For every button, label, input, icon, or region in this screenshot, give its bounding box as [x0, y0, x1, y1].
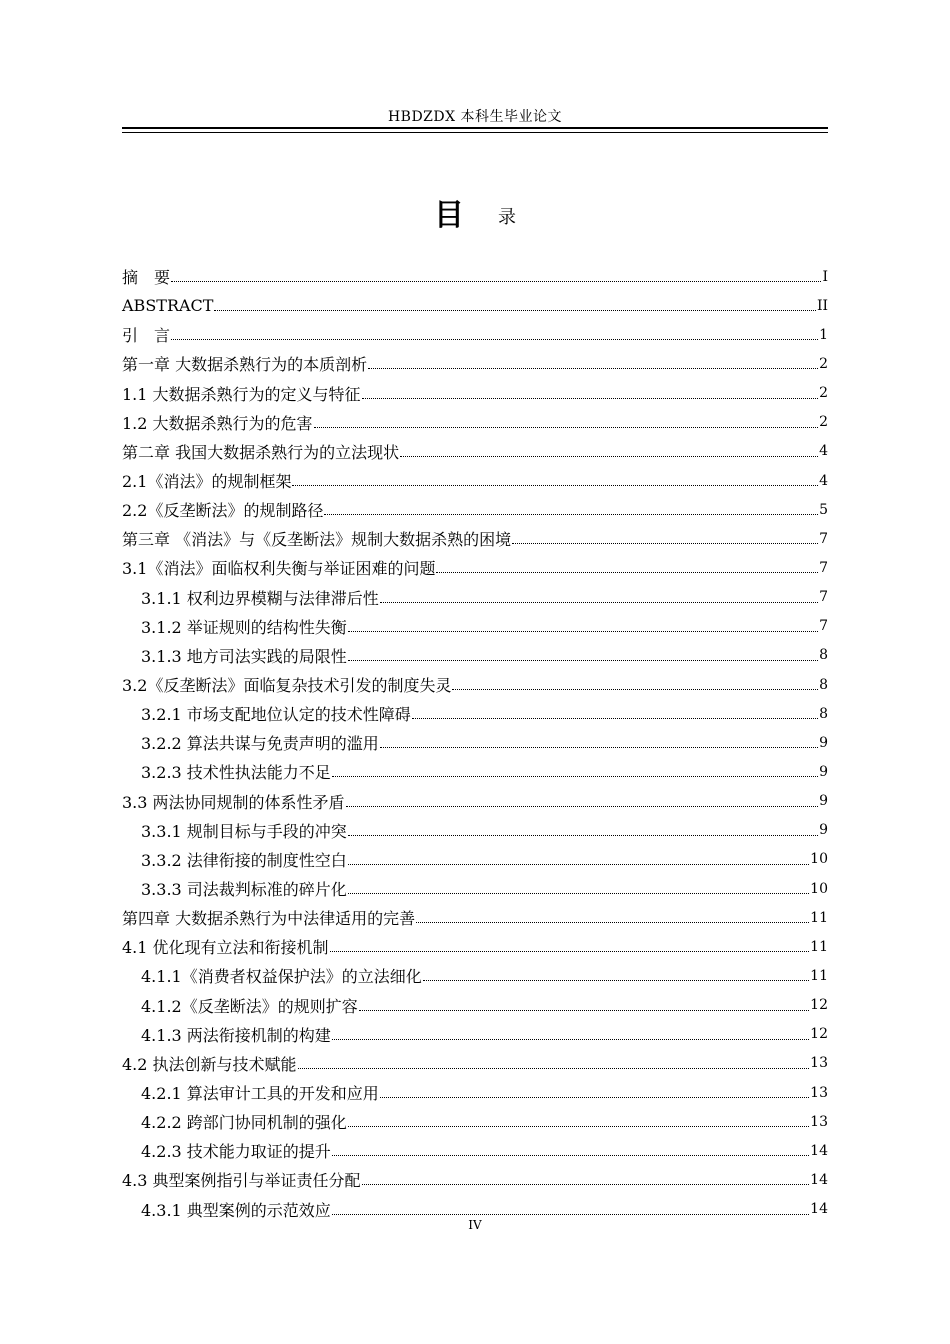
toc-entry-page: 4 [819, 472, 828, 489]
toc-entry-title: 第一章 大数据杀熟行为的本质剖析 [122, 355, 368, 375]
toc-entry-page: II [816, 297, 828, 314]
toc-entry-title: 3.2.3 技术性执法能力不足 [141, 763, 331, 783]
toc-dot-leader [171, 267, 821, 282]
toc-entry[interactable] [122, 408, 828, 437]
toc-entry[interactable] [122, 524, 828, 553]
toc-entry-page: 12 [810, 1026, 828, 1043]
toc-entry[interactable] [122, 349, 828, 378]
toc-entry[interactable] [122, 1078, 828, 1107]
toc-entry-title: 2.1《消法》的规制框架 [122, 472, 292, 492]
toc-entry-page: 2 [819, 414, 828, 431]
toc-dot-leader [332, 1141, 809, 1156]
toc-entry-page: 13 [810, 1055, 828, 1072]
toc-entry[interactable] [122, 699, 828, 728]
toc-entry[interactable] [122, 466, 828, 495]
toc-entry-page: 2 [819, 355, 828, 372]
toc-entry[interactable] [122, 961, 828, 990]
toc-dot-leader [314, 413, 819, 428]
toc-dot-leader [362, 1170, 810, 1185]
toc-entry-page: 5 [819, 501, 828, 518]
toc-entry-title: 2.2《反垄断法》的规制路径 [122, 501, 324, 521]
toc-title [0, 190, 950, 234]
toc-dot-leader [452, 675, 818, 690]
toc-dot-leader [298, 1054, 810, 1069]
toc-dot-leader [436, 558, 818, 573]
toc-entry-title: 第三章 《消法》与《反垄断法》规制大数据杀熟的困境 [122, 530, 512, 550]
toc-entry[interactable] [122, 262, 828, 291]
toc-entry[interactable] [122, 757, 828, 786]
toc-entry-page: 11 [810, 967, 828, 984]
toc-entry-page: 9 [819, 734, 828, 751]
toc-entry[interactable] [122, 612, 828, 641]
toc-entry[interactable] [122, 816, 828, 845]
toc-entry-title: 4.1 优化现有立法和衔接机制 [122, 938, 329, 958]
toc-dot-leader [348, 879, 809, 894]
toc-dot-leader [362, 384, 819, 399]
toc-entry[interactable] [122, 1020, 828, 1049]
toc-entry[interactable] [122, 583, 828, 612]
toc-entry-title: 4.2.1 算法审计工具的开发和应用 [141, 1084, 379, 1103]
toc-entry-title: 1.2 大数据杀熟行为的危害 [122, 413, 313, 433]
toc-entry-page: 7 [819, 589, 828, 606]
toc-entry-title: 1.1 大数据杀熟行为的定义与特征 [122, 384, 361, 404]
toc-entry-page: 9 [819, 763, 828, 780]
toc-dot-leader [380, 733, 818, 748]
toc-entry[interactable] [122, 1049, 828, 1078]
toc-entry[interactable] [122, 1165, 828, 1194]
toc-dot-leader [400, 442, 818, 457]
toc-dot-leader [332, 1025, 809, 1040]
toc-entry[interactable] [122, 670, 828, 699]
toc-dot-leader [292, 471, 818, 486]
toc-entry-page: 8 [819, 705, 828, 722]
toc-entry-page: 8 [819, 676, 828, 693]
toc-entry[interactable] [122, 553, 828, 582]
toc-entry[interactable] [122, 991, 828, 1020]
toc-entry-title: 3.2.2 算法共谋与免责声明的滥用 [141, 734, 379, 754]
toc-entry-title: 3.3.3 司法裁判标准的碎片化 [141, 880, 347, 900]
toc-title-main: 目 [434, 198, 464, 233]
toc-entry-title: 4.2.3 技术能力取证的提升 [141, 1142, 331, 1162]
toc-dot-leader [348, 646, 818, 661]
toc-entry[interactable] [122, 787, 828, 816]
toc-entry-title: 3.1.1 权利边界模糊与法律滞后性 [141, 588, 379, 608]
toc-entry-title: 4.3.1 典型案例的示范效应 [141, 1200, 331, 1220]
toc-entry-page: 9 [819, 793, 828, 810]
toc-entry[interactable] [122, 291, 828, 320]
toc-dot-leader [380, 588, 818, 603]
toc-entry-title: ABSTRACT [122, 296, 214, 316]
toc-entry[interactable] [122, 437, 828, 466]
toc-entry-title: 4.3 典型案例指引与举证责任分配 [122, 1171, 361, 1191]
toc-entry-page: 10 [810, 851, 828, 868]
header-rule-thin [122, 132, 828, 133]
toc-entry-page: 13 [810, 1084, 828, 1101]
header-rule-thick [122, 127, 828, 129]
toc-entry-page: 10 [810, 880, 828, 897]
toc-title-sub: 录 [498, 207, 516, 228]
toc-entry-title: 3.2.1 市场支配地位认定的技术性障碍 [141, 705, 411, 725]
toc-entry-title: 3.2《反垄断法》面临复杂技术引发的制度失灵 [122, 676, 452, 696]
toc-entry-page: 14 [810, 1171, 828, 1188]
toc-entry-page: 14 [810, 1142, 828, 1159]
toc-entry-page: 2 [819, 385, 828, 402]
toc-entry-page: 13 [810, 1113, 828, 1130]
toc-entry-title: 3.1.2 举证规则的结构性失衡 [141, 617, 347, 637]
toc-entry[interactable] [122, 320, 828, 349]
toc-dot-leader [346, 792, 819, 807]
toc-dot-leader [512, 529, 818, 544]
toc-entry-page: 14 [810, 1201, 828, 1218]
toc-dot-leader [348, 617, 818, 632]
toc-entry[interactable] [122, 379, 828, 408]
toc-entry-page: 9 [819, 822, 828, 839]
toc-entry[interactable] [122, 932, 828, 961]
page-number: IV [468, 1218, 482, 1232]
toc-dot-leader [332, 762, 818, 777]
toc-entry-page: 11 [810, 909, 828, 926]
toc-dot-leader [359, 996, 809, 1011]
toc-entry-page: 8 [819, 647, 828, 664]
toc-entry-page: I [822, 268, 828, 285]
toc-dot-leader [380, 1083, 809, 1098]
toc-entry-title: 3.1.3 地方司法实践的局限性 [141, 646, 347, 666]
toc-entry[interactable] [122, 495, 828, 524]
toc-entry[interactable] [122, 874, 828, 903]
toc-entry-title: 3.3 两法协同规制的体系性矛盾 [122, 792, 345, 812]
toc-dot-leader [423, 966, 809, 981]
toc-entry-title: 引 言 [122, 326, 171, 346]
toc-dot-leader [324, 500, 818, 515]
toc-entry-title: 4.2 执法创新与技术赋能 [122, 1054, 297, 1074]
toc-entry[interactable] [122, 903, 828, 932]
toc-entry-title: 3.3.1 规制目标与手段的冲突 [141, 821, 347, 841]
toc-entry[interactable] [122, 641, 828, 670]
toc-entry-page: 7 [819, 530, 828, 547]
toc-entry-page: 11 [810, 938, 828, 955]
toc-entry-title: 4.1.3 两法衔接机制的构建 [141, 1025, 331, 1045]
toc-dot-leader [412, 704, 818, 719]
toc-entry-title: 第四章 大数据杀熟行为中法律适用的完善 [122, 909, 416, 929]
toc-dot-leader [416, 908, 809, 923]
toc-dot-leader [348, 821, 818, 836]
toc-entry-title: 3.3.2 法律衔接的制度性空白 [141, 850, 347, 870]
toc-entry[interactable] [122, 1136, 828, 1165]
toc-dot-leader [368, 354, 818, 369]
toc-entry-page: 4 [819, 443, 828, 460]
toc-entry-title: 4.1.1《消费者权益保护法》的立法细化 [141, 967, 422, 987]
toc-entry[interactable] [122, 728, 828, 757]
toc-dot-leader [171, 325, 818, 340]
table-of-contents [122, 262, 828, 1224]
toc-entry-title: 4.2.2 跨部门协同机制的强化 [141, 1113, 347, 1133]
toc-entry-page: 7 [819, 618, 828, 635]
toc-dot-leader [348, 1112, 809, 1127]
toc-entry-page: 7 [819, 559, 828, 576]
toc-entry-title: 4.1.2《反垄断法》的规则扩容 [141, 996, 358, 1016]
page-header: HBDZDX 本科生毕业论文 [387, 109, 563, 125]
toc-entry-title: 摘 要 [122, 268, 171, 288]
toc-entry[interactable] [122, 845, 828, 874]
toc-dot-leader [330, 937, 810, 952]
toc-entry-page: 1 [819, 326, 828, 343]
toc-entry[interactable] [122, 1107, 828, 1136]
toc-dot-leader [332, 1200, 809, 1215]
toc-dot-leader [348, 850, 809, 865]
toc-entry-title: 3.1《消法》面临权利失衡与举证困难的问题 [122, 559, 436, 579]
toc-entry-title: 第二章 我国大数据杀熟行为的立法现状 [122, 442, 400, 462]
toc-dot-leader [214, 296, 815, 311]
toc-entry-page: 12 [810, 997, 828, 1014]
